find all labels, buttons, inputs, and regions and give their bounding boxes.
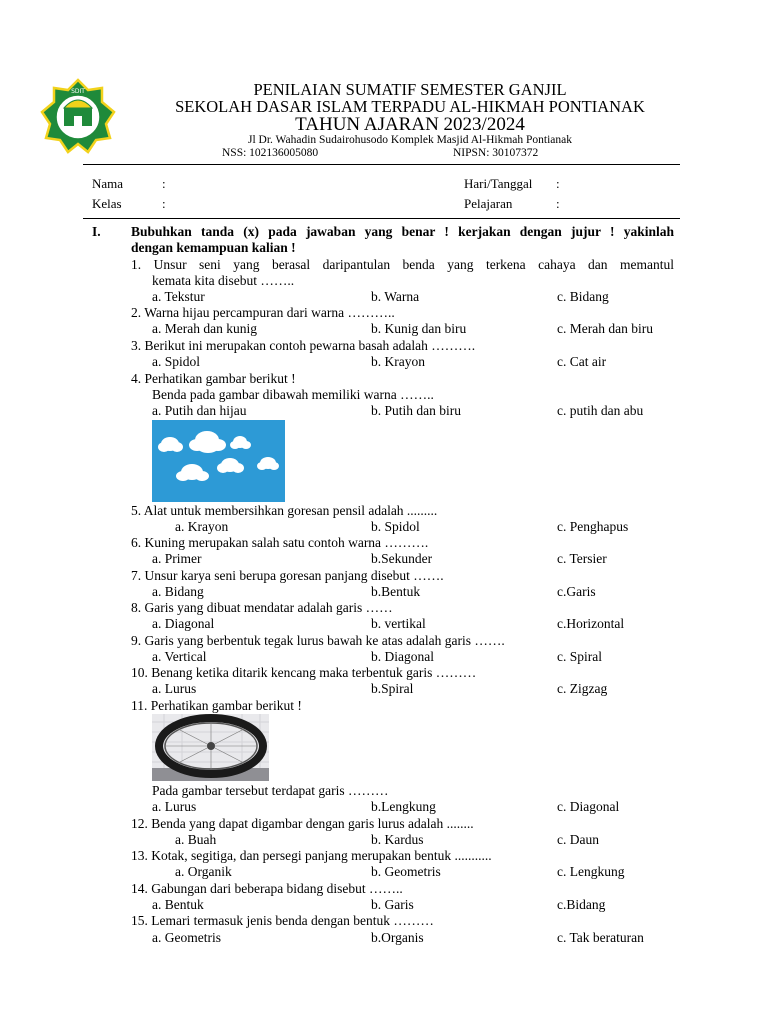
- q6-option-c: c. Tersier: [557, 551, 607, 566]
- nama-colon: :: [162, 176, 166, 191]
- q15-option-c: c. Tak beraturan: [557, 930, 644, 945]
- q9-option-c: c. Spiral: [557, 649, 602, 664]
- hari-label: Hari/Tanggal: [464, 176, 533, 191]
- q15-option-a: a. Geometris: [152, 930, 221, 945]
- question-15: 15. Lemari termasuk jenis benda dengan bentuk ………: [131, 913, 434, 928]
- question-1-line-1: 1. Unsur seni yang berasal daripantulan benda yang terkena cahaya dan memantul: [131, 257, 674, 272]
- academic-year: TAHUN AJARAN 2023/2024: [295, 114, 525, 135]
- q8-option-a: a. Diagonal: [152, 616, 215, 631]
- q9-option-b: b. Diagonal: [371, 649, 434, 664]
- q5-option-c: c. Penghapus: [557, 519, 629, 534]
- q4-option-b: b. Putih dan biru: [371, 403, 461, 418]
- q5-option-a: a. Krayon: [175, 519, 229, 534]
- question-7: 7. Unsur karya seni berupa goresan panjang disebut …….: [131, 568, 444, 583]
- question-3: 3. Berikut ini merupakan contoh pewarna basah adalah ……….: [131, 338, 476, 353]
- nipsn-number: NIPSN: 30107372: [453, 147, 539, 159]
- q11-option-c: c. Diagonal: [557, 799, 620, 814]
- svg-text:SDIT: SDIT: [71, 88, 85, 95]
- hari-colon: :: [556, 176, 560, 191]
- bicycle-wheel-image: [152, 714, 269, 781]
- q13-option-b: b. Geometris: [371, 864, 441, 879]
- q11-option-b: b.Lengkung: [371, 799, 436, 814]
- q12-option-b: b. Kardus: [371, 832, 424, 847]
- q11-option-a: a. Lurus: [152, 799, 197, 814]
- question-5: 5. Alat untuk membersihkan goresan pensil adalah .........: [131, 503, 438, 518]
- q14-option-b: b. Garis: [371, 897, 414, 912]
- q7-option-b: b.Bentuk: [371, 584, 421, 599]
- q1-option-b: b. Warna: [371, 289, 420, 304]
- q1-option-a: a. Tekstur: [152, 289, 205, 304]
- q2-option-b: b. Kunig dan biru: [371, 321, 467, 336]
- q7-option-c: c.Garis: [557, 584, 596, 599]
- question-2: 2. Warna hijau percampuran dari warna ………..: [131, 305, 395, 320]
- question-13: 13. Kotak, segitiga, dan persegi panjang merupakan bentuk ...........: [131, 848, 492, 863]
- header-rule: [83, 164, 680, 165]
- bicycle-wheel-icon: [152, 714, 269, 781]
- question-8: 8. Garis yang dibuat mendatar adalah garis ……: [131, 600, 393, 615]
- question-10: 10. Benang ketika ditarik kencang maka terbentuk garis ………: [131, 665, 477, 680]
- q13-option-c: c. Lengkung: [557, 864, 625, 879]
- school-address: Jl Dr. Wahadin Sudairohusodo Komplek Masjid Al-Hikmah Pontianak: [247, 134, 573, 146]
- q4-option-c: c. putih dan abu: [557, 403, 644, 418]
- question-14: 14. Gabungan dari beberapa bidang disebut ……..: [131, 881, 403, 896]
- exam-title: PENILAIAN SUMATIF SEMESTER GANJIL: [253, 80, 567, 99]
- clouds-icon: [152, 420, 285, 502]
- pelajaran-colon: :: [556, 196, 560, 211]
- q3-option-a: a. Spidol: [152, 354, 201, 369]
- q10-option-b: b.Spiral: [371, 681, 414, 696]
- q14-option-a: a. Bentuk: [152, 897, 204, 912]
- kelas-colon: :: [162, 196, 166, 211]
- q3-option-c: c. Cat air: [557, 354, 607, 369]
- q1-option-c: c. Bidang: [557, 289, 609, 304]
- question-11-line-2: Pada gambar tersebut terdapat garis ………: [152, 783, 389, 798]
- kelas-label: Kelas: [92, 196, 122, 211]
- section-number: I.: [92, 224, 101, 239]
- instruction-line-2: dengan kemampuan kalian !: [131, 240, 296, 255]
- q7-option-a: a. Bidang: [152, 584, 204, 599]
- q13-option-a: a. Organik: [175, 864, 232, 879]
- question-1-line-2: kemata kita disebut ……..: [152, 273, 295, 288]
- q6-option-b: b.Sekunder: [371, 551, 433, 566]
- q8-option-c: c.Horizontal: [557, 616, 625, 631]
- q4-option-a: a. Putih dan hijau: [152, 403, 247, 418]
- q5-option-b: b. Spidol: [371, 519, 420, 534]
- q14-option-c: c.Bidang: [557, 897, 606, 912]
- q2-option-a: a. Merah dan kunig: [152, 321, 257, 336]
- q12-option-a: a. Buah: [175, 832, 217, 847]
- instruction-line-1: Bubuhkan tanda (x) pada jawaban yang benar ! kerjakan dengan jujur ! yakinlah: [131, 224, 674, 239]
- nama-label: Nama: [92, 176, 124, 191]
- q9-option-a: a. Vertical: [152, 649, 207, 664]
- pelajaran-label: Pelajaran: [464, 196, 513, 211]
- question-4-line-1: 4. Perhatikan gambar berikut !: [131, 371, 296, 386]
- question-12: 12. Benda yang dapat digambar dengan garis lurus adalah ........: [131, 816, 474, 831]
- q6-option-a: a. Primer: [152, 551, 202, 566]
- q12-option-c: c. Daun: [557, 832, 599, 847]
- identity-rule: [83, 218, 680, 219]
- q2-option-c: c. Merah dan biru: [557, 321, 653, 336]
- q10-option-a: a. Lurus: [152, 681, 197, 696]
- question-11-line-1: 11. Perhatikan gambar berikut !: [131, 698, 302, 713]
- q8-option-b: b. vertikal: [371, 616, 426, 631]
- school-name: SEKOLAH DASAR ISLAM TERPADU AL-HIKMAH PONTIANAK: [175, 97, 645, 116]
- question-9: 9. Garis yang berbentuk tegak lurus bawah ke atas adalah garis …….: [131, 633, 505, 648]
- question-6: 6. Kuning merupakan salah satu contoh warna ……….: [131, 535, 429, 550]
- question-4-line-2: Benda pada gambar dibawah memiliki warna ……..: [152, 387, 434, 402]
- nss-number: NSS: 102136005080: [222, 147, 319, 159]
- q10-option-c: c. Zigzag: [557, 681, 608, 696]
- clouds-image: [152, 420, 285, 502]
- q15-option-b: b.Organis: [371, 930, 424, 945]
- q3-option-b: b. Krayon: [371, 354, 425, 369]
